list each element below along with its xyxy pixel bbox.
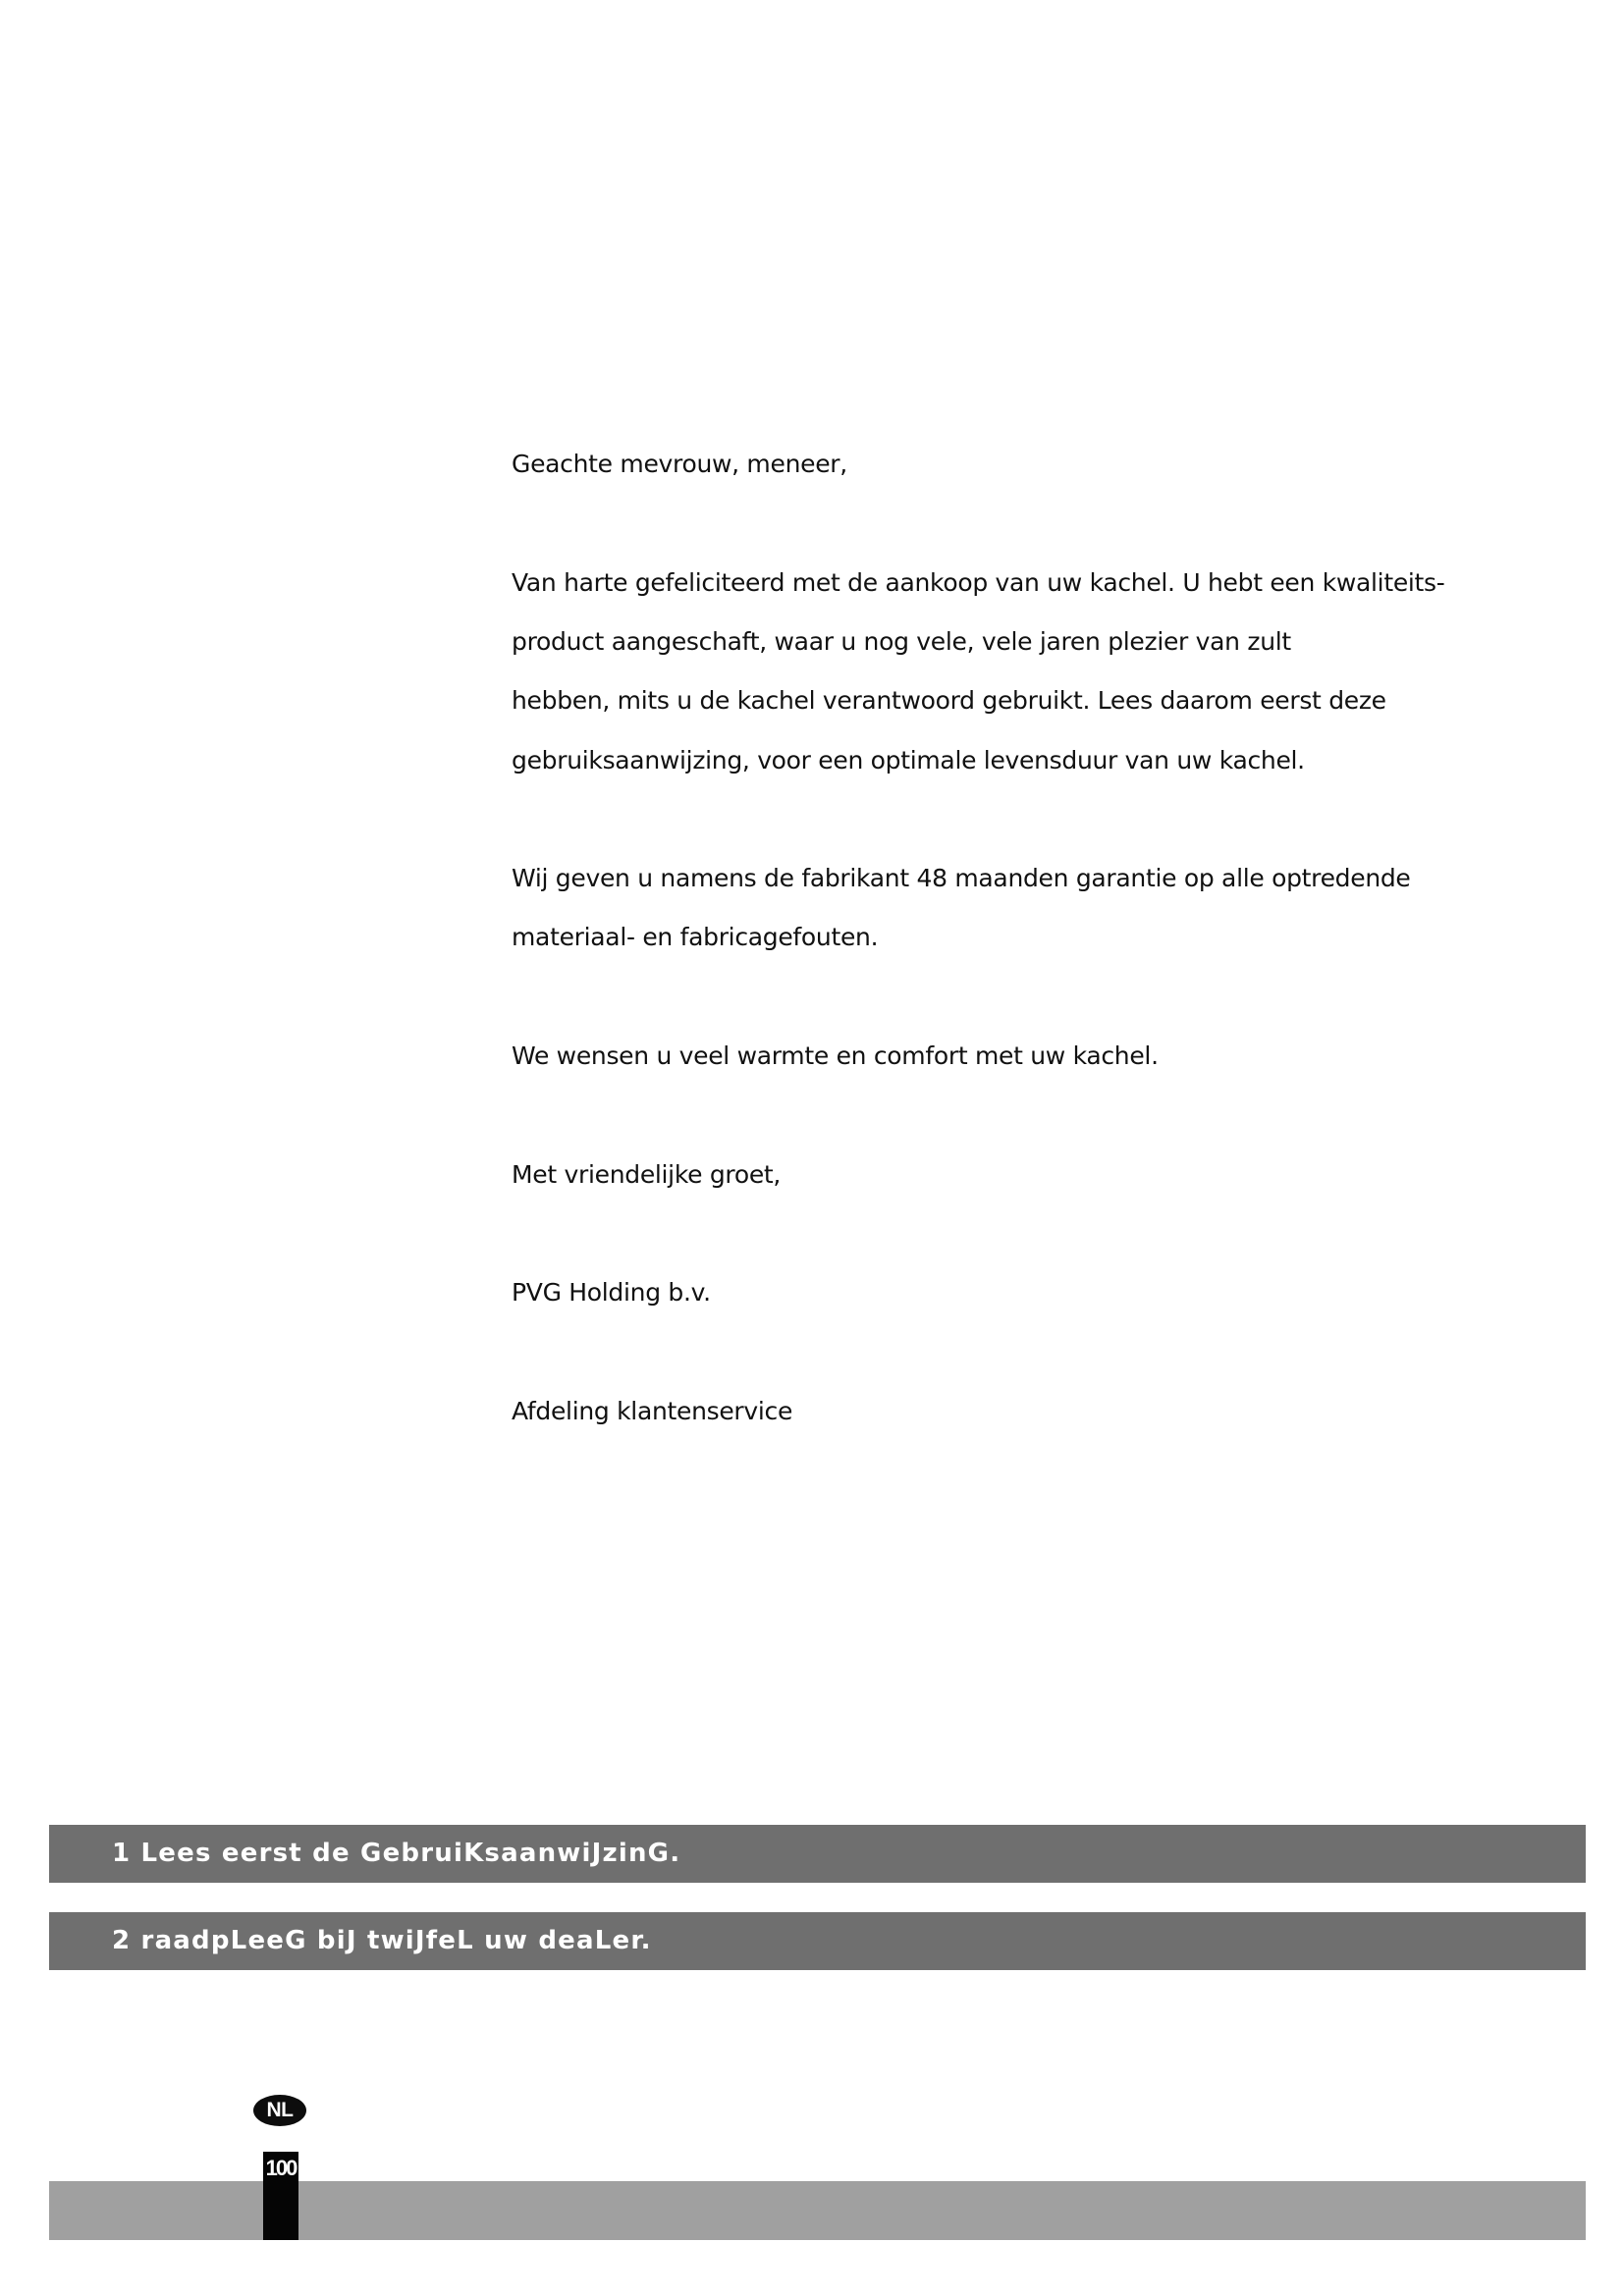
paragraph-1-line-2: product aangeschaft, waar u nog vele, vele jaren plezier van zult xyxy=(512,627,1291,656)
paragraph-1-line-3: hebben, mits u de kachel verantwoord gebruikt. Lees daarom eerst deze xyxy=(512,686,1386,715)
closing: Met vriendelijke groet, xyxy=(512,1160,782,1189)
instruction-banner-1: 1 Lees eerst de GebruiKsaanwiJzinG. xyxy=(49,1825,1586,1883)
paragraph-3: We wensen u veel warmte en comfort met uw kachel. xyxy=(512,1041,1159,1070)
department: Afdeling klantenservice xyxy=(512,1397,793,1425)
paragraph-1-line-1: Van harte gefeliciteerd met de aankoop van uw kachel. U hebt een kwaliteits- xyxy=(512,568,1445,597)
language-badge: NL xyxy=(253,2095,306,2126)
instruction-banner-2: 2 raadpLeeG biJ twiJfeL uw deaLer. xyxy=(49,1912,1586,1970)
paragraph-2-line-1: Wij geven u namens de fabrikant 48 maanden garantie op alle optredende xyxy=(512,864,1411,892)
salutation: Geachte mevrouw, meneer, xyxy=(512,450,847,478)
paragraph-1-line-4: gebruiksaanwijzing, voor een optimale levensduur van uw kachel. xyxy=(512,746,1305,774)
paragraph-2-line-2: materiaal- en fabricagefouten. xyxy=(512,923,879,951)
page-number: 100 xyxy=(265,2156,297,2180)
company-name: PVG Holding b.v. xyxy=(512,1278,711,1307)
